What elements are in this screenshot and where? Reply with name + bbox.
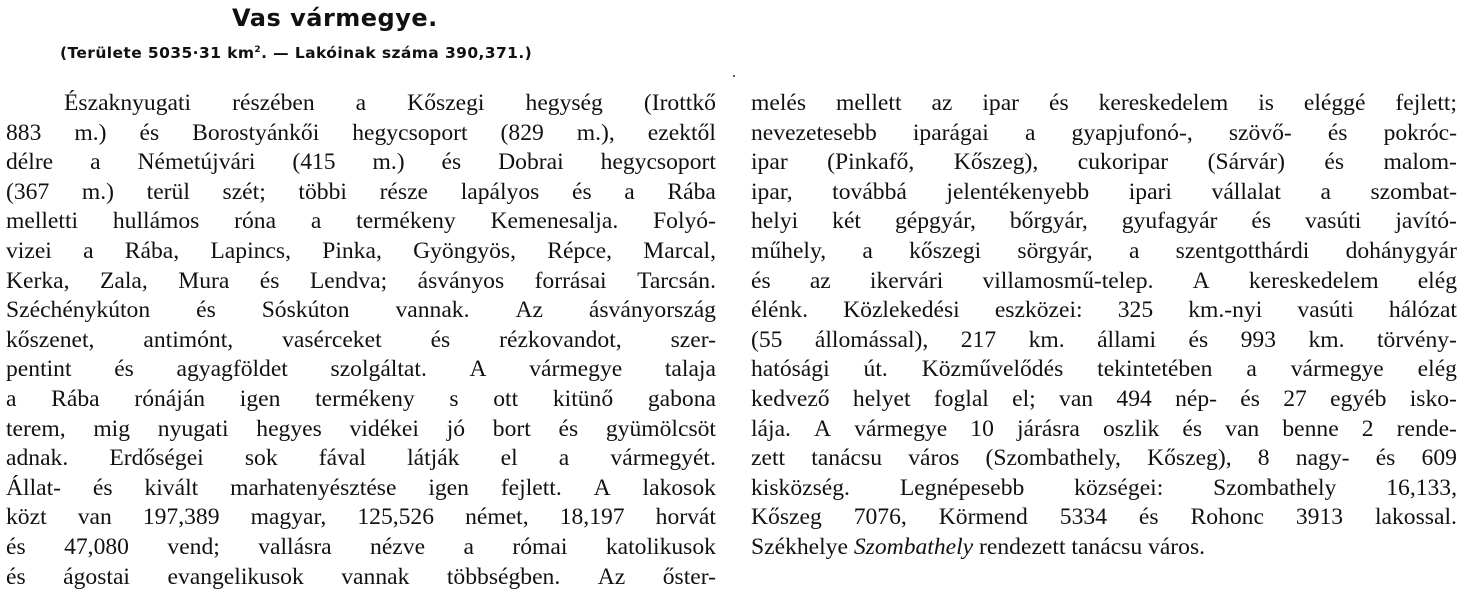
word: vasérceket xyxy=(282,326,382,353)
word: Folyó- xyxy=(653,208,716,235)
word: szét; xyxy=(222,178,266,205)
right-text-column xyxy=(751,89,1457,563)
word: vasúti xyxy=(1297,297,1354,324)
word: ágostai xyxy=(63,563,130,590)
text-line xyxy=(751,385,1457,415)
word: vizei xyxy=(6,237,52,264)
text-line xyxy=(751,296,1457,326)
left-text-column xyxy=(6,89,716,592)
word: km.-nyi xyxy=(1188,297,1263,324)
word: elég xyxy=(1417,267,1457,294)
word: és xyxy=(1324,149,1345,176)
word: Németújvári xyxy=(137,149,256,176)
text-line xyxy=(6,533,716,563)
word: és xyxy=(1375,445,1396,472)
word: vend; xyxy=(167,533,220,560)
word: A xyxy=(593,474,611,501)
word: kitünő xyxy=(552,385,614,412)
word: két xyxy=(832,208,861,235)
word: kivált xyxy=(144,474,199,501)
word: délre xyxy=(6,149,54,176)
word: vallásra xyxy=(258,533,332,560)
word: a xyxy=(6,385,17,412)
text-line xyxy=(751,326,1457,356)
word: vármegye xyxy=(854,415,948,442)
word: szer- xyxy=(670,326,716,353)
word: és xyxy=(1048,90,1069,116)
word: vármegye xyxy=(529,356,623,383)
word: magyar, xyxy=(250,504,327,531)
word: A xyxy=(469,356,487,383)
word: róna xyxy=(234,208,277,235)
word: dohánygyár xyxy=(1345,237,1457,264)
word: nevezetesebb xyxy=(751,119,877,146)
word: gyümölcsöt xyxy=(605,415,716,442)
word: a xyxy=(83,237,94,264)
word: és xyxy=(430,326,451,353)
word: Zala, xyxy=(99,267,148,294)
text-line xyxy=(751,207,1457,237)
word: műhely, xyxy=(751,237,827,264)
word: 197,389 xyxy=(142,504,220,531)
word: 8 xyxy=(1257,445,1270,472)
word: Kőszeg xyxy=(751,504,822,531)
word: a xyxy=(1128,237,1140,264)
word: evangelikusok xyxy=(167,563,304,590)
word: rende- xyxy=(1396,415,1457,442)
word: kisközség. xyxy=(751,474,850,501)
subtitle-part-a: (Területe 5035·31 km xyxy=(60,44,255,62)
word: nép- xyxy=(1175,385,1217,412)
word: 27 xyxy=(1283,385,1307,412)
word: és xyxy=(1251,208,1272,235)
word: kőszegi xyxy=(909,237,982,264)
word: A xyxy=(1192,267,1210,294)
word: (367 xyxy=(6,178,50,205)
word: isko- xyxy=(1409,385,1457,412)
word: Erdőségei xyxy=(109,445,204,472)
word: bőrgyár, xyxy=(1009,208,1088,235)
word: bort xyxy=(492,415,531,442)
word: Rába xyxy=(51,385,100,412)
word: nézve xyxy=(370,533,426,560)
text-line xyxy=(751,503,1457,533)
word: továbbá xyxy=(832,178,907,205)
word: Marcal, xyxy=(643,237,716,264)
word: ipari xyxy=(1128,178,1172,205)
word: 47,080 xyxy=(64,533,129,560)
word: állomással), xyxy=(814,326,929,353)
word: Körmend xyxy=(938,504,1028,531)
word: és xyxy=(1182,415,1203,442)
word: foglal xyxy=(933,385,989,412)
word: antimónt, xyxy=(143,326,234,353)
word: hálózat xyxy=(1388,297,1457,324)
word: hegycsoport xyxy=(600,149,716,176)
word: 494 xyxy=(1116,385,1152,412)
word: és xyxy=(6,563,26,590)
word: 883 xyxy=(6,119,42,146)
word: rónáján xyxy=(134,385,206,412)
word: Kőszeg), xyxy=(1147,445,1232,472)
word: is xyxy=(1258,90,1274,116)
text-line xyxy=(6,207,716,237)
text-line xyxy=(6,267,716,297)
word: forrásai xyxy=(534,267,607,294)
word: állami xyxy=(1097,326,1157,353)
word: melés xyxy=(751,90,807,116)
word: kedvező xyxy=(751,385,830,412)
word: 2 xyxy=(1361,415,1374,442)
word: Az xyxy=(597,563,626,590)
word: talaja xyxy=(664,356,716,383)
word: lakossal. xyxy=(1374,504,1457,531)
word: hullámos xyxy=(112,208,200,235)
word: igen xyxy=(239,385,281,412)
text-line xyxy=(6,503,716,533)
word: van xyxy=(1225,415,1260,442)
word: termékeny xyxy=(315,385,415,412)
word: Borostyánkői xyxy=(192,119,320,146)
word: marhatenyésztése xyxy=(230,474,397,501)
subtitle-part-b: . — Lakóinak száma 390,371.) xyxy=(261,44,533,62)
word: gyufagyár xyxy=(1121,208,1218,235)
word: zett xyxy=(751,445,786,472)
word: és xyxy=(114,356,134,383)
word: törvény- xyxy=(1376,326,1457,353)
last-line-after: rendezett tanácsu város. xyxy=(979,533,1206,560)
word: A xyxy=(814,415,832,442)
word: Legnépesebb xyxy=(899,474,1025,501)
word: eszközei: xyxy=(994,297,1083,324)
word: vállalat xyxy=(1211,178,1281,205)
word: elég xyxy=(1417,356,1457,383)
word: 10 xyxy=(970,415,994,442)
word: 7076, xyxy=(853,504,907,531)
word: Tarcsán. xyxy=(637,267,716,294)
word: javító- xyxy=(1395,208,1457,235)
word: Rohonc xyxy=(1190,504,1264,531)
word: ipar xyxy=(982,90,1020,116)
word: hegyes xyxy=(256,415,322,442)
word: részében xyxy=(232,90,315,116)
word: Mura xyxy=(178,267,230,294)
word: a xyxy=(1024,119,1036,146)
word: (Szombathely, xyxy=(985,445,1121,472)
word: igen xyxy=(428,474,469,501)
word: jó xyxy=(446,415,466,442)
word: Lendva; xyxy=(309,267,388,294)
word: a xyxy=(90,149,101,176)
word: lapályos xyxy=(460,178,540,205)
word: (829 xyxy=(500,119,544,146)
text-line-last xyxy=(751,533,1457,563)
page-title: Vas vármegye. xyxy=(232,4,438,32)
word: mellett xyxy=(835,90,902,116)
word: a xyxy=(463,533,474,560)
word: a xyxy=(1320,178,1331,205)
last-line-before: Székhelye xyxy=(751,533,848,560)
word: Széchénykúton xyxy=(6,297,151,324)
word: agyagföldet xyxy=(176,356,288,383)
word: kőszenet, xyxy=(6,326,95,353)
word: Dobrai xyxy=(498,149,564,176)
text-line xyxy=(6,326,716,356)
word: terem, xyxy=(6,415,66,442)
word: római xyxy=(512,533,568,560)
word: nyugati xyxy=(157,415,229,442)
word: szentgotthárdi xyxy=(1175,237,1310,264)
word: Répce, xyxy=(547,237,613,264)
word: a xyxy=(862,237,873,264)
word: m.) xyxy=(74,119,107,146)
word: 993 xyxy=(1240,326,1276,353)
word: többségben. xyxy=(446,563,561,590)
word: (55 xyxy=(751,326,783,353)
text-line xyxy=(751,474,1457,504)
word: oszlik xyxy=(1102,415,1160,442)
word: az xyxy=(931,90,953,116)
word: sörgyár, xyxy=(1017,237,1093,264)
word: nagy- xyxy=(1295,445,1350,472)
word: (Irottkő xyxy=(643,90,716,116)
word: 125,526 xyxy=(357,504,435,531)
word: km. xyxy=(1308,326,1345,353)
word: szövő- xyxy=(1228,119,1292,146)
word: cukoripar xyxy=(1077,149,1169,176)
word: Az xyxy=(515,297,543,324)
text-line xyxy=(6,444,716,474)
word: vidékei xyxy=(349,415,419,442)
word: 16,133, xyxy=(1386,474,1457,501)
word: és xyxy=(1138,504,1159,531)
word: ezektől xyxy=(647,119,716,146)
word: lakosok xyxy=(642,474,716,501)
word: és xyxy=(6,533,26,560)
text-line xyxy=(6,119,716,149)
word: fejlett; xyxy=(1395,90,1457,116)
word: horvát xyxy=(655,504,716,531)
word: és xyxy=(259,267,280,294)
word: van xyxy=(77,504,112,531)
word: gabona xyxy=(647,385,716,412)
print-speck xyxy=(733,75,735,77)
word: Rába xyxy=(667,178,716,205)
word: a xyxy=(558,445,570,472)
word: iparágai xyxy=(912,119,989,146)
word: része xyxy=(379,178,429,205)
word: és xyxy=(1188,326,1209,353)
word: vannak. xyxy=(395,297,470,324)
text-line xyxy=(751,89,1457,119)
text-line xyxy=(6,385,716,415)
word: szombat- xyxy=(1370,178,1457,205)
word: ikervári xyxy=(869,267,944,294)
text-line xyxy=(6,415,716,445)
word: fával xyxy=(318,445,366,472)
text-line xyxy=(6,178,716,208)
word: német, xyxy=(465,504,529,531)
word: el xyxy=(500,445,518,472)
word: helyet xyxy=(852,385,911,412)
text-line xyxy=(751,267,1457,297)
word: pentint xyxy=(6,356,72,383)
word: van xyxy=(1059,385,1094,412)
word: és xyxy=(139,119,160,146)
word: adnak. xyxy=(6,445,69,472)
word: Közművelődés xyxy=(921,356,1064,383)
word: km. xyxy=(1028,326,1065,353)
word: a xyxy=(355,90,367,116)
word: 3913 xyxy=(1295,504,1344,531)
word: gépgyár, xyxy=(894,208,976,235)
text-line xyxy=(6,89,716,119)
word: terül xyxy=(146,178,190,205)
word: Kerka, xyxy=(6,267,70,294)
word: Szombathely xyxy=(1213,474,1337,501)
word: 18,197 xyxy=(559,504,625,531)
word: vármegye xyxy=(1290,356,1384,383)
word: hegység xyxy=(525,90,603,116)
text-line xyxy=(6,474,716,504)
word: fejlett. xyxy=(500,474,562,501)
word: élénk. xyxy=(751,297,808,324)
word: és xyxy=(751,267,771,294)
word: mig xyxy=(93,415,131,442)
word: községei: xyxy=(1074,474,1164,501)
word: Állat- xyxy=(6,474,62,501)
word: kereskedelem xyxy=(1248,267,1379,294)
word: helyi xyxy=(751,208,799,235)
word: és xyxy=(558,415,579,442)
word: gyapjufonó-, xyxy=(1071,119,1193,146)
word: a xyxy=(1246,356,1257,383)
word: Sóskúton xyxy=(261,297,350,324)
word: 217 xyxy=(960,326,997,353)
word: vannak xyxy=(341,563,410,590)
subtitle-superscript: 2 xyxy=(254,44,262,55)
word: és xyxy=(92,474,113,501)
word: tekintetében xyxy=(1097,356,1213,383)
text-line xyxy=(6,563,716,593)
word: sok xyxy=(244,445,278,472)
word: és xyxy=(1327,119,1348,146)
text-line xyxy=(751,355,1457,385)
word: (415 xyxy=(292,149,336,176)
word: őster- xyxy=(662,563,716,590)
word: (Sárvár) xyxy=(1207,149,1285,176)
word: ásványos xyxy=(417,267,505,294)
word: m.), xyxy=(576,119,615,146)
word: termékeny xyxy=(356,208,456,235)
word: ott xyxy=(493,385,519,412)
text-line xyxy=(751,415,1457,445)
word: vármegyét. xyxy=(610,445,716,472)
word: az xyxy=(809,267,831,294)
word: város xyxy=(908,445,960,472)
word: ásványország xyxy=(588,297,716,324)
word: ipar xyxy=(751,149,788,176)
word: út. xyxy=(863,356,888,383)
word: m.) xyxy=(372,149,405,176)
word: m.) xyxy=(81,178,114,205)
word: egyéb xyxy=(1330,385,1387,412)
italic-city-name: Szombathely xyxy=(853,533,974,560)
text-line xyxy=(6,355,716,385)
word: Pinka, xyxy=(322,237,382,264)
word: s xyxy=(449,385,459,412)
word: eléggé xyxy=(1303,90,1366,116)
word: el; xyxy=(1012,385,1036,412)
word: a xyxy=(624,178,635,205)
word: Kőszeg), xyxy=(953,149,1039,176)
word: és xyxy=(441,149,462,176)
word: Északnyugati xyxy=(64,90,192,116)
word: rézkovandot, xyxy=(499,326,622,353)
word: Kemenesalja. xyxy=(490,208,619,235)
word: a xyxy=(310,208,322,235)
text-line xyxy=(6,148,716,178)
word: ipar, xyxy=(751,178,793,205)
word: és xyxy=(571,178,592,205)
word: (Pinkafő, xyxy=(827,149,915,176)
word: Közlekedési xyxy=(843,297,960,324)
word: katolikusok xyxy=(605,533,716,560)
word: és xyxy=(196,297,216,324)
text-line xyxy=(6,296,716,326)
word: Lapincs, xyxy=(210,237,291,264)
word: Rába, xyxy=(124,237,180,264)
word: hatósági xyxy=(751,356,830,383)
text-line xyxy=(6,237,716,267)
word: benne xyxy=(1282,415,1339,442)
page-subtitle xyxy=(60,44,532,62)
word: Kőszegi xyxy=(407,90,485,116)
word: tanácsu xyxy=(811,445,882,472)
word: jelentékenyebb xyxy=(946,178,1090,205)
word: 5334 xyxy=(1059,504,1107,531)
word: 325 xyxy=(1117,297,1154,324)
text-line xyxy=(751,178,1457,208)
word: vasúti xyxy=(1305,208,1362,235)
word: pokróc- xyxy=(1383,119,1457,146)
word: melletti xyxy=(6,208,79,235)
word: hegycsoport xyxy=(352,119,468,146)
word: lája. xyxy=(751,415,791,442)
right-lines xyxy=(751,89,1457,533)
word: látják xyxy=(407,445,460,472)
word: kereskedelem xyxy=(1098,90,1229,116)
text-line xyxy=(751,444,1457,474)
word: Gyöngyös, xyxy=(413,237,516,264)
word: villamosmű-telep. xyxy=(982,267,1154,294)
text-line xyxy=(751,237,1457,267)
word: közt xyxy=(6,504,47,531)
word: járásra xyxy=(1016,415,1080,442)
text-line xyxy=(751,148,1457,178)
word: és xyxy=(1240,385,1260,412)
word: többi xyxy=(298,178,347,205)
word: malom- xyxy=(1383,149,1457,176)
word: 609 xyxy=(1421,445,1457,472)
word: szolgáltat. xyxy=(330,356,427,383)
text-line xyxy=(751,119,1457,149)
